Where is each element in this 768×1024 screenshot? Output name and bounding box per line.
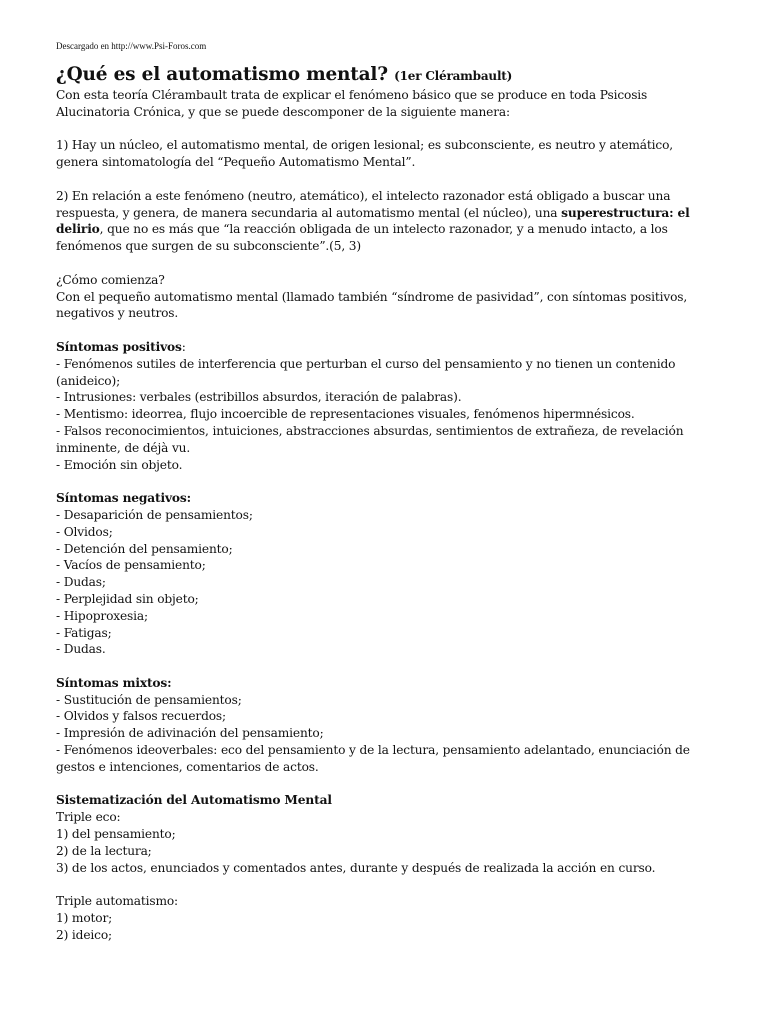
list-item: - Fenómenos sutiles de interferencia que perturban el curso del pensamiento y no tienen un contenido (anideico); <box>56 356 676 388</box>
list-item: - Olvidos y falsos recuerdos; <box>56 709 226 724</box>
como-comienza-question: ¿Cómo comienza? <box>56 272 165 287</box>
list-item: - Falsos reconocimientos, intuiciones, abstracciones absurdas, sentimientos de extrañeza, de revelación inminente, de déjà vu. <box>56 423 684 455</box>
list-item: - Sustitución de pensamientos; <box>56 692 242 707</box>
list-item: - Fenómenos ideoverbales: eco del pensamiento y de la lectura, pensamiento adelantado, enunciación de gestos e intenciones, comentarios de actos. <box>56 743 690 774</box>
list-item: - Dudas. <box>56 642 106 657</box>
title-main: ¿Qué es el automatismo mental? <box>56 64 388 85</box>
list-item: 2) de la lectura; <box>56 843 152 858</box>
sistematizacion-heading: Sistematización del Automatismo Mental <box>56 793 332 808</box>
list-item: 2) ideico; <box>56 927 112 942</box>
page-title <box>56 64 716 87</box>
triple-eco-label: Triple eco: <box>56 810 121 825</box>
triple-automatismo-label: Triple automatismo: <box>56 894 179 909</box>
list-item: - Desaparición de pensamientos; <box>56 507 253 522</box>
document-body <box>56 87 716 944</box>
point-1-paragraph: 1) Hay un núcleo, el automatismo mental, de origen lesional; es subconsciente, es neutro y atemático, genera sintomatología del “Pequeño Automatismo Mental”. <box>56 138 673 170</box>
list-item: - Mentismo: ideorrea, flujo incoercible de representaciones visuales, fenómenos hipermnésicos. <box>56 407 635 422</box>
list-item: - Hipoproxesia; <box>56 608 148 623</box>
list-item: - Impresión de adivinación del pensamiento; <box>56 726 324 741</box>
list-item: - Vacíos de pensamiento; <box>56 558 206 573</box>
title-sub: (1er Clérambault) <box>394 69 513 83</box>
list-item: 3) de los actos, enunciados y comentados antes, durante y después de realizada la acción en curso. <box>56 860 656 875</box>
point-2-after: , que no es más que “la reacción obligada de un intelecto razonador, y a menudo intacto, a los fenómenos que surgen de su subconsciente”.(5, 3) <box>56 222 668 254</box>
point-2-paragraph <box>56 188 716 255</box>
source-line: Descargado en http://www.Psi-Foros.com <box>56 41 207 51</box>
intro-paragraph: Con esta teoría Clérambault trata de explicar el fenómeno básico que se produce en toda Psicosis Alucinatoria Crónica, y que se puede descomponer de la siguiente manera: <box>56 88 648 119</box>
list-item: 1) motor; <box>56 911 113 926</box>
list-item: - Perplejidad sin objeto; <box>56 591 199 606</box>
list-item: - Dudas; <box>56 575 106 590</box>
list-item: - Fatigas; <box>56 625 112 640</box>
positivos-heading <box>56 339 716 356</box>
list-item: 1) del pensamiento; <box>56 827 176 842</box>
list-item: - Detención del pensamiento; <box>56 541 233 556</box>
como-comienza-answer: Con el pequeño automatismo mental (llamado también “síndrome de pasividad”, con síntomas positivos, negativos y neutros. <box>56 289 688 321</box>
list-item: - Intrusiones: verbales (estribillos absurdos, iteración de palabras). <box>56 390 462 405</box>
point-2-before: 2) En relación a este fenómeno (neutro, atemático), el intelecto razonador está obligado a buscar una respuesta, y genera, de manera secundaria al automatismo mental (el núcleo), una <box>56 188 671 220</box>
mixtos-heading: Síntomas mixtos: <box>56 675 172 690</box>
positivos-heading-suffix: : <box>181 339 186 354</box>
negativos-heading: Síntomas negativos: <box>56 491 191 506</box>
point-2-bold: superestructura: el delirio <box>56 205 690 237</box>
list-item: - Olvidos; <box>56 524 113 539</box>
document-page <box>56 40 716 944</box>
list-item: - Emoción sin objeto. <box>56 457 183 472</box>
positivos-heading-label: Síntomas positivos <box>56 339 182 354</box>
